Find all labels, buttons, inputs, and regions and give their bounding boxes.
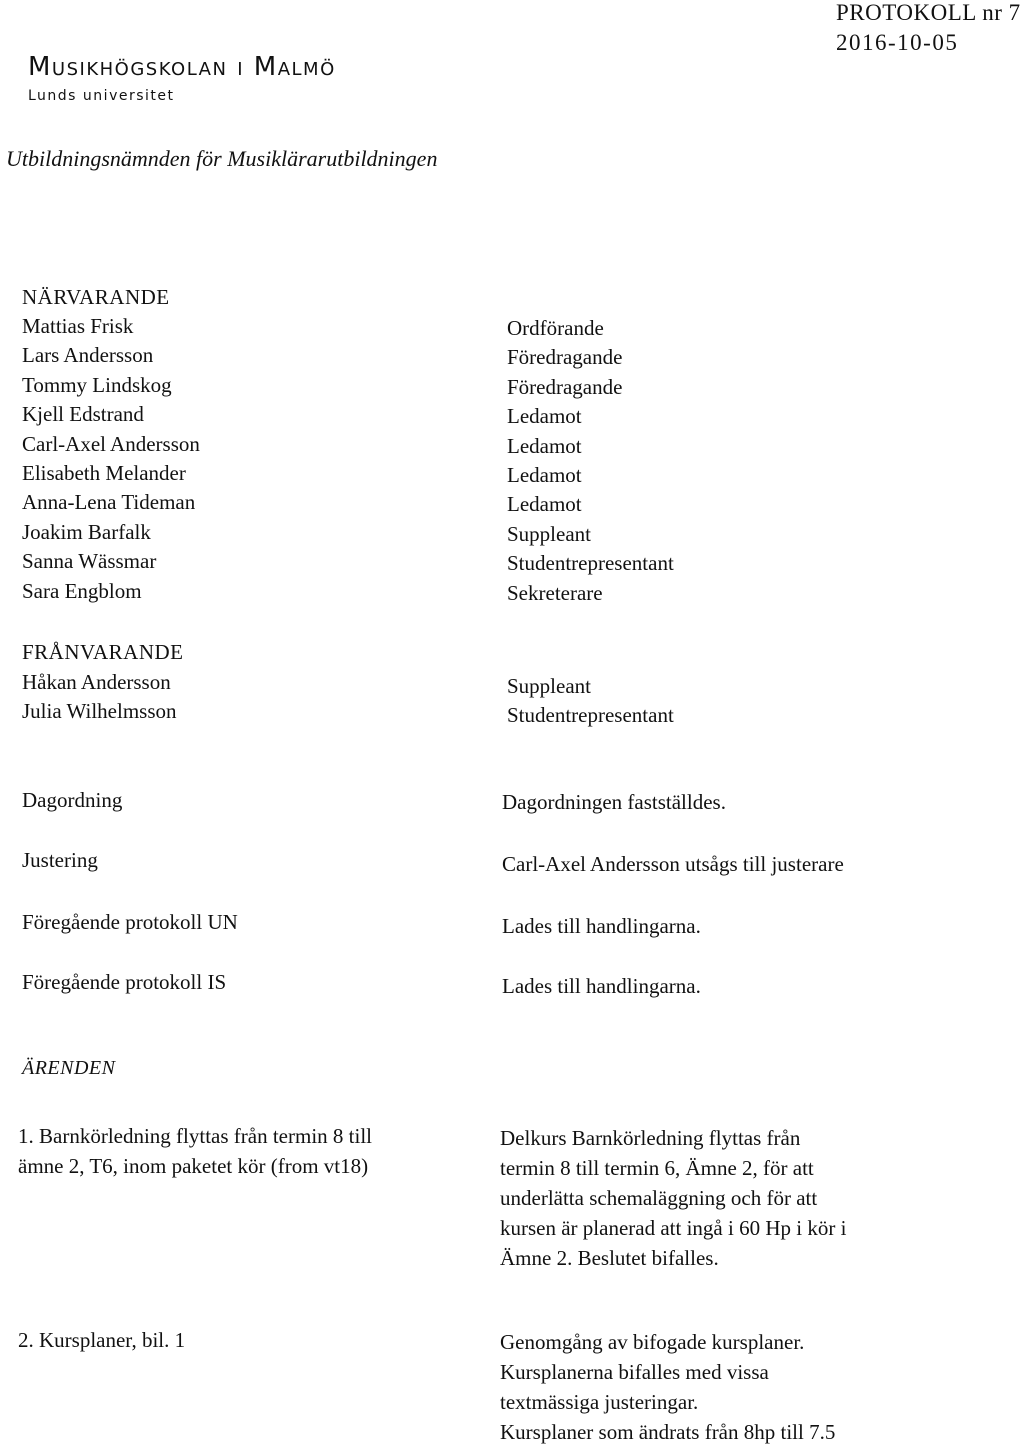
present-names <box>22 312 200 606</box>
present-role: Ledamot <box>507 492 582 517</box>
case-text-line: Kursplaner som ändrats från 8hp till 7.5 <box>500 1420 836 1444</box>
present-role: Ledamot <box>507 404 582 429</box>
present-role: Ledamot <box>507 433 582 458</box>
present-name: Elisabeth Melander <box>22 461 186 486</box>
agenda-item: Dagordning <box>22 788 123 812</box>
case-text-line: termin 8 till termin 6, Ämne 2, för att <box>500 1156 814 1180</box>
present-role: Föredragande <box>507 374 623 399</box>
committee-title: Utbildningsnämnden för Musiklärarutbildningen <box>6 146 438 171</box>
absent-roles <box>507 672 674 731</box>
case-title <box>18 1121 372 1181</box>
case-text-line: Delkurs Barnkörledning flyttas från <box>500 1126 801 1150</box>
organization-name: Musikhögskolan i Malmö <box>28 52 336 82</box>
present-roles <box>507 314 674 608</box>
present-heading: NÄRVARANDE <box>22 285 170 309</box>
present-name: Carl-Axel Andersson <box>22 431 200 456</box>
agenda-decision: Lades till handlingarna. <box>502 914 701 938</box>
case-text <box>500 1123 846 1273</box>
cases-heading: ÄRENDEN <box>22 1057 116 1079</box>
present-role: Sekreterare <box>507 580 603 605</box>
present-role: Studentrepresentant <box>507 551 674 576</box>
agenda-item: Föregående protokoll IS <box>22 970 227 994</box>
present-name: Kjell Edstrand <box>22 402 144 427</box>
absent-names <box>22 668 177 727</box>
absent-name: Julia Wilhelmsson <box>22 699 177 724</box>
protocol-number: PROTOKOLL nr 7 <box>836 0 1021 25</box>
agenda-item: Justering <box>22 848 98 872</box>
case-text-line: underlätta schemaläggning och för att <box>500 1186 818 1210</box>
case-title-line: ämne 2, T6, inom paketet kör (from vt18) <box>18 1154 369 1178</box>
present-role: Ordförande <box>507 316 604 340</box>
present-role: Ledamot <box>507 463 582 488</box>
case-title-line: 1. Barnkörledning flyttas från termin 8 till <box>18 1124 373 1148</box>
present-name: Sara Engblom <box>22 578 142 603</box>
present-name: Mattias Frisk <box>22 314 134 338</box>
organization-subtitle: Lunds universitet <box>28 88 175 104</box>
present-name: Tommy Lindskog <box>22 372 172 397</box>
agenda-item: Föregående protokoll UN <box>22 910 238 934</box>
absent-role: Suppleant <box>507 674 591 698</box>
agenda-decision: Lades till handlingarna. <box>502 974 701 998</box>
absent-heading: FRÅNVARANDE <box>22 640 184 664</box>
agenda-decision: Dagordningen fastställdes. <box>502 790 726 814</box>
case-text-line: textmässiga justeringar. <box>500 1390 699 1414</box>
case-title <box>18 1325 185 1355</box>
present-role: Föredragande <box>507 345 623 370</box>
case-text <box>500 1327 835 1447</box>
agenda-decision: Carl-Axel Andersson utsågs till justerare <box>502 852 844 876</box>
case-text-line: Ämne 2. Beslutet bifalles. <box>500 1246 719 1270</box>
case-text-line: kursen är planerad att ingå i 60 Hp i kör i <box>500 1216 847 1240</box>
case-title-line: 2. Kursplaner, bil. 1 <box>18 1328 186 1352</box>
protocol-date: 2016-10-05 <box>836 30 959 55</box>
case-text-line: Kursplanerna bifalles med vissa <box>500 1360 769 1384</box>
present-name: Lars Andersson <box>22 343 154 368</box>
absent-role: Studentrepresentant <box>507 703 674 728</box>
present-name: Sanna Wässmar <box>22 549 157 574</box>
present-name: Joakim Barfalk <box>22 519 151 544</box>
absent-name: Håkan Andersson <box>22 670 171 694</box>
case-text-line: Genomgång av bifogade kursplaner. <box>500 1330 805 1354</box>
present-name: Anna-Lena Tideman <box>22 490 196 515</box>
present-role: Suppleant <box>507 521 591 546</box>
